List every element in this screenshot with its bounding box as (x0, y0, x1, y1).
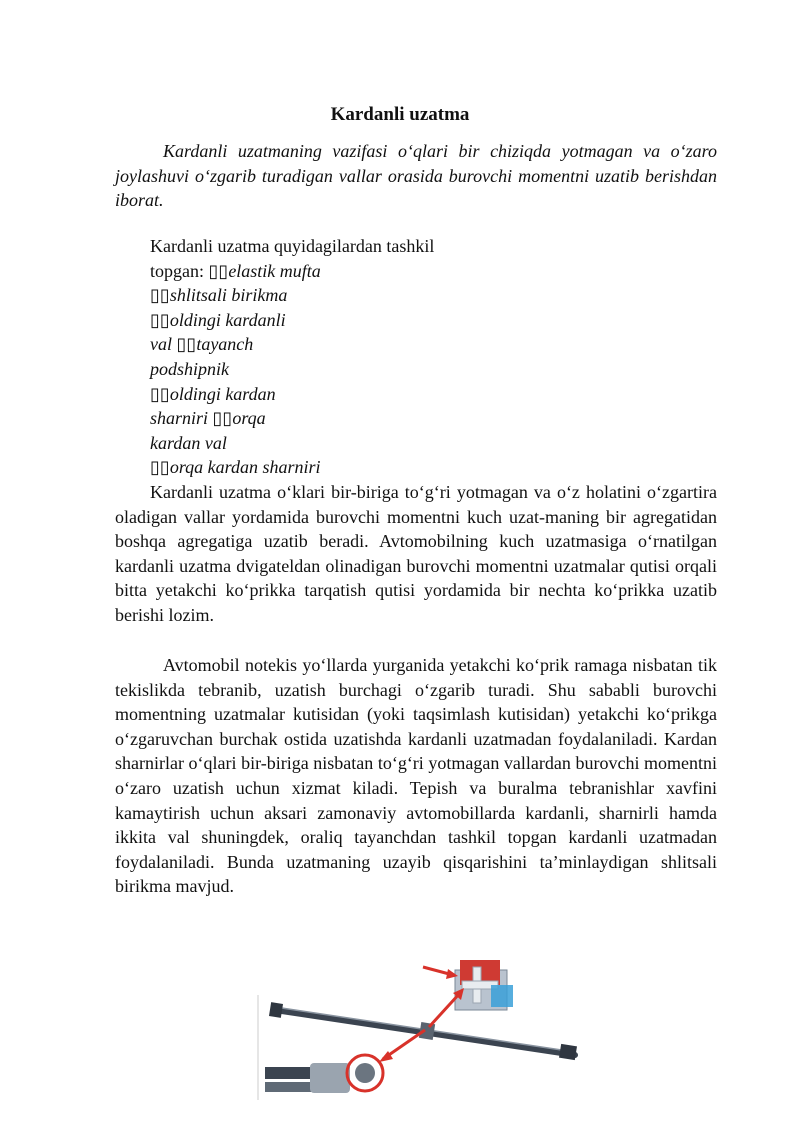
list-item: tayanch (196, 334, 254, 355)
pointer-arrow-icon (379, 967, 464, 1062)
body-paragraph-2: Avtomobil notekis yo‘llarda yurganida yetakchi ko‘prik ramaga nisbatan tik tekislikda tebranib, uzatish burchagi o‘zgarib turadi. Shu sababli burovchi momentning uzatmalar kutisidan (yoki taqsimlash kutisidan) yetakchi ko‘prikga o‘zgaruvchan burchak ostida uzatishda kardanli uzatmadan foydalaniladi. Kardan sharnirlar o‘qlari bir-biriga nisbatan to‘g‘ri yotmagan vallardan burovchi momentni o‘zaro uzatish uchun xizmat kiladi. Tepish va buralma tebranishlar xavfini kamaytirish uchun aksari zamonaviy avtomobillarda kardanli, sharnirli hamda ikkita val shuningdek, oraliq tayanchdan tashkil topgan kardanli uzatmadan foydalaniladi. Bunda uzatmaning uzayib qisqarishini ta’minlaydigan shlitsali birikma mavjud. (115, 655, 717, 897)
list-line (150, 308, 550, 333)
list-line (150, 406, 550, 431)
universal-joint-icon (455, 960, 513, 1010)
list-item: kardan val (150, 432, 227, 453)
list-line (150, 357, 550, 382)
bullet-glyph: ▯▯ (150, 383, 170, 404)
list-item: oldingi kardanli (169, 309, 286, 330)
slip-joint-icon (265, 1055, 383, 1093)
cardan-shaft-illustration (255, 955, 595, 1105)
list-item: val (150, 334, 177, 355)
list-item: orqa (232, 408, 266, 429)
list-lead-line: Kardanli uzatma quyidagilardan tashkil (150, 236, 435, 256)
page-title: Kardanli uzatma (330, 104, 470, 125)
bullet-glyph: ▯▯ (150, 309, 170, 330)
intro-paragraph: Kardanli uzatmaning vazifasi o‘qlari bir chiziqda yotmagan va o‘zaro joylashuvi o‘zgarib turadigan vallar orasida burovchi momentni uzatib berishdan iborat. (115, 141, 717, 211)
list-line: topgan: ▯▯elastik mufta (150, 260, 321, 281)
list-item: oldingi kardan (169, 383, 276, 404)
list-line (150, 382, 550, 407)
list-line (150, 283, 550, 308)
body-paragraph-1: Kardanli uzatma o‘klari bir-biriga to‘g‘ri yotmagan va o‘z holatini o‘zgartira oladigan vallar yordamida burovchi momentni kuch uzat-maning bir agregatidan boshqa agregatiga uzatib beradi. Avtomobilning kuch uzatmasiga o‘rnatilgan kardanli uzatma dvigateldan olinadigan burovchi momentni uzatmalar qutisi orqali bitta yetakchi ko‘prikka tarqatish qutisi yordamida bir nechta ko‘prikka uzatib berishi lozim. (115, 482, 717, 625)
components-list (150, 234, 550, 480)
list-line (150, 431, 550, 456)
list-item: orqa kardan sharniri (169, 457, 321, 478)
list-item: podshipnik (150, 358, 229, 379)
list-line (150, 332, 550, 357)
bullet-glyph: ▯▯ (212, 408, 233, 429)
bullet-glyph: ▯▯ (176, 334, 197, 355)
cardan-shaft-figure (255, 955, 595, 1105)
list-item: sharniri (150, 408, 213, 429)
bullet-glyph: ▯▯ (150, 457, 170, 478)
list-item: elastik mufta (228, 260, 321, 281)
bullet-glyph: ▯▯ (208, 260, 229, 281)
list-item: shlitsali birikma (169, 285, 288, 306)
list-line (150, 455, 550, 480)
bullet-glyph: ▯▯ (150, 285, 170, 306)
